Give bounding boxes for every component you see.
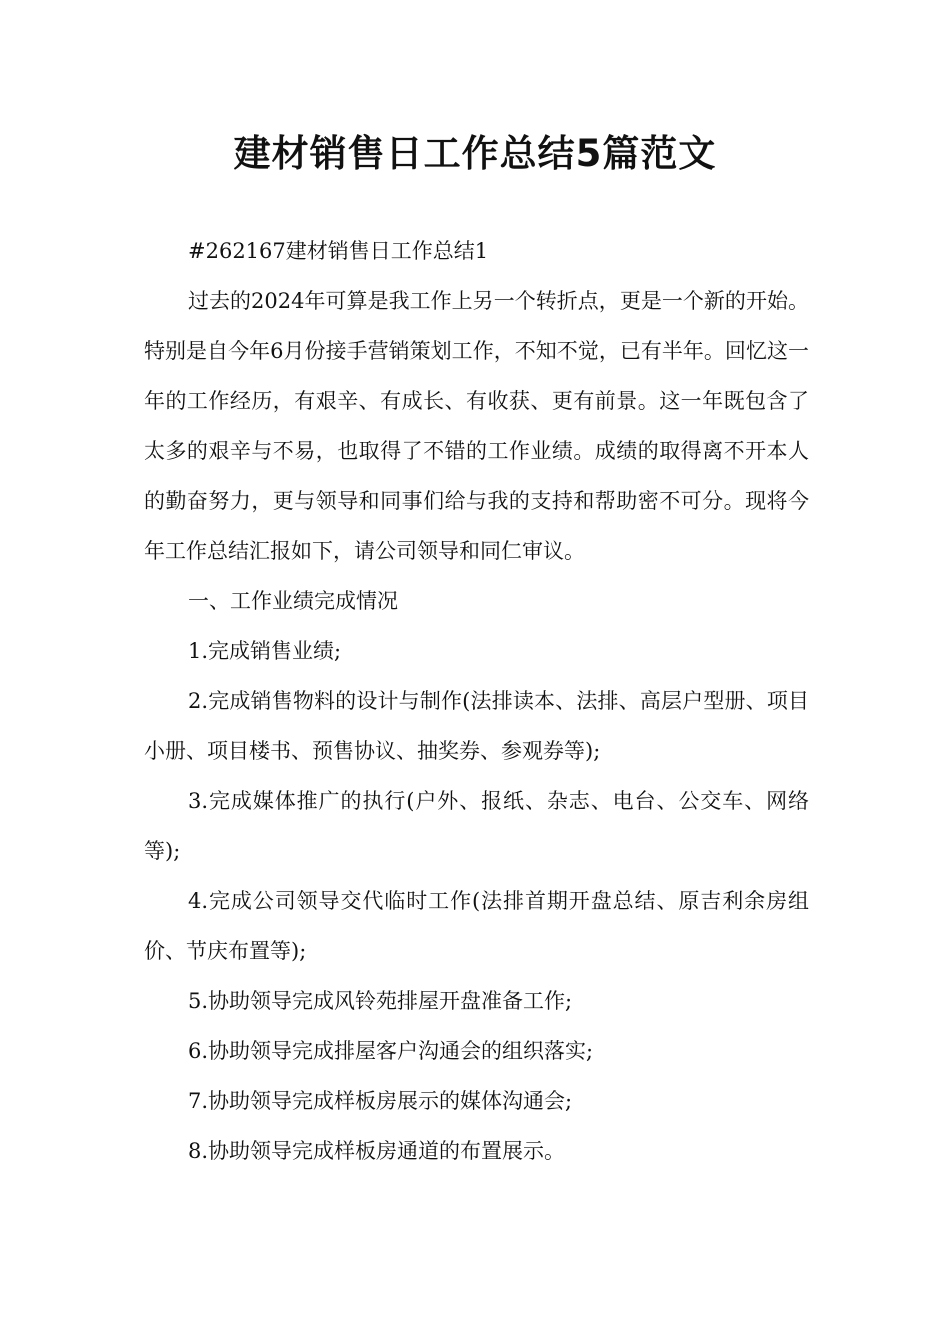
- list-item: 7.协助领导完成样板房展示的媒体沟通会;: [188, 1089, 573, 1113]
- list-item: 8.协助领导完成样板房通道的布置展示。: [188, 1139, 566, 1163]
- section-heading: #262167建材销售日工作总结1: [188, 239, 489, 263]
- document-body: [144, 226, 809, 1176]
- list-item: 4.完成公司领导交代临时工作(法排首期开盘总结、原吉利余房组价、节庆布置等);: [144, 889, 809, 963]
- list-item: 2.完成销售物料的设计与制作(法排读本、法排、高层户型册、项目小册、项目楼书、预售协议、抽奖券、参观券等);: [144, 689, 809, 763]
- intro-paragraph: 过去的2024年可算是我工作上另一个转折点，更是一个新的开始。特别是自今年6月份接手营销策划工作，不知不觉，已有半年。回忆这一年的工作经历，有艰辛、有成长、有收获、更有前景。这一年既包含了太多的艰辛与不易，也取得了不错的工作业绩。成绩的取得离不开本人的勤奋努力，更与领导和同事们给与我的支持和帮助密不可分。现将今年工作总结汇报如下，请公司领导和同仁审议。: [144, 289, 809, 563]
- list-item: 5.协助领导完成风铃苑排屋开盘准备工作;: [188, 989, 573, 1013]
- document-title: 建材销售日工作总结5篇范文: [233, 132, 717, 175]
- list-item: 3.完成媒体推广的执行(户外、报纸、杂志、电台、公交车、网络等);: [144, 789, 809, 863]
- list-item: 1.完成销售业绩;: [188, 639, 342, 663]
- subheading: 一、工作业绩完成情况: [188, 589, 398, 613]
- list-item: 6.协助领导完成排屋客户沟通会的组织落实;: [188, 1039, 594, 1063]
